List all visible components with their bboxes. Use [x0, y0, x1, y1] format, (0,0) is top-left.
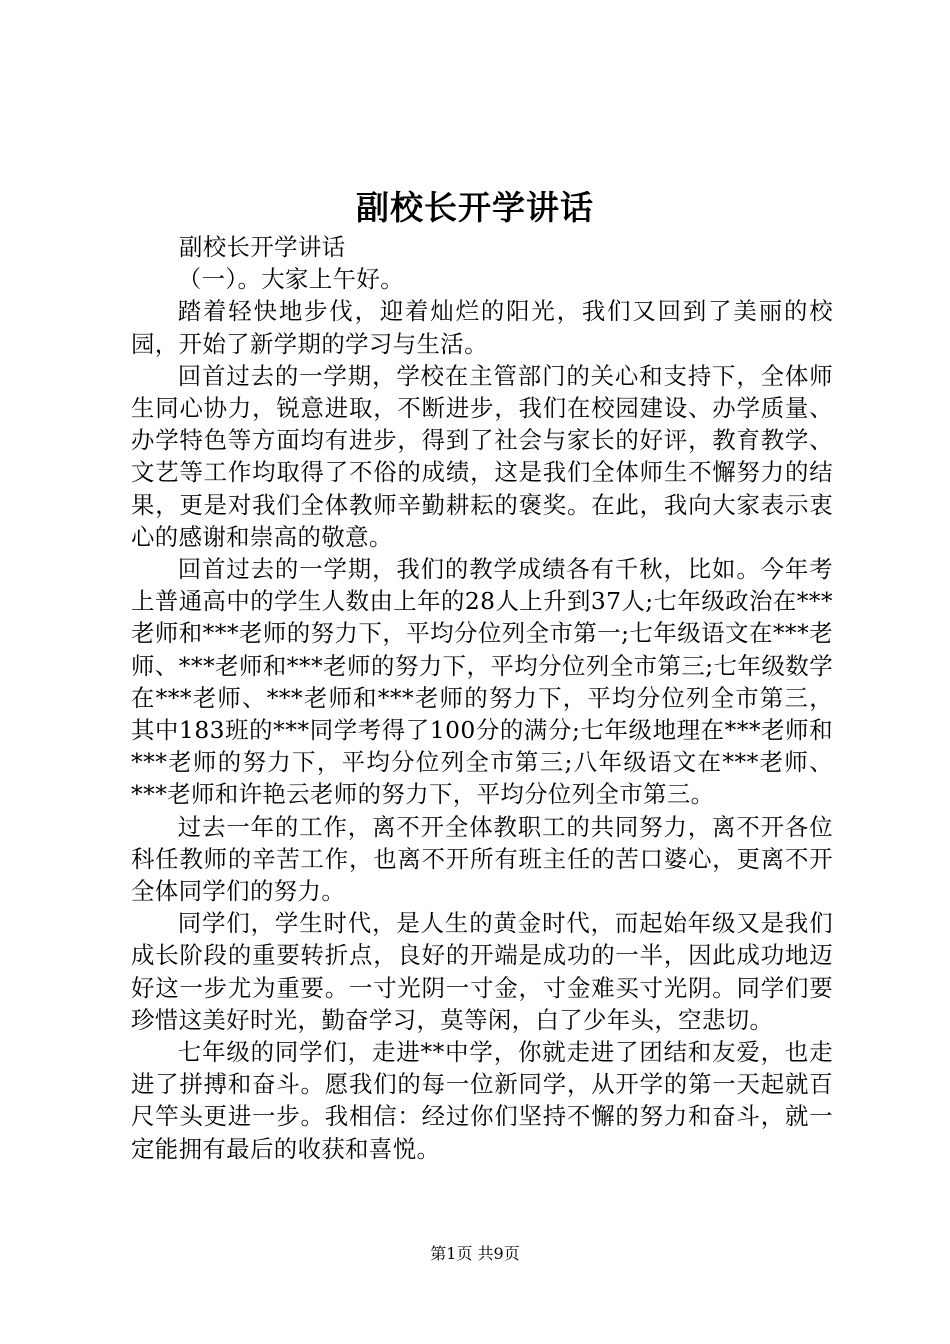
paragraph-encouragement: 同学们，学生时代，是人生的黄金时代，而起始年级又是我们成长阶段的重要转折点，良好的开端是成功的一半，因此成功地迈好这一步尤为重要。一寸光阴一寸金，寸金难买寸光阴。同学们要珍惜这美好时光，勤奋学习，莫等闲，白了少年头，空悲切。 — [131, 909, 833, 1034]
paragraph-heading: 副校长开学讲话 — [178, 233, 346, 261]
paragraph-greeting: （一）。大家上午好。 — [177, 265, 405, 294]
document-title: 副校长开学讲话 — [356, 188, 594, 227]
paragraph-opening: 踏着轻快地步伐，迎着灿烂的阳光，我们又回到了美丽的校园，开始了新学期的学习与生活。 — [131, 297, 833, 358]
paragraph-thanks: 过去一年的工作，离不开全体教职工的共同努力，离不开各位科任教师的辛苦工作，也离不开所有班主任的苦口婆心，更离不开全体同学们的努力。 — [131, 812, 833, 906]
paragraph-achievements: 回首过去的一学期，我们的教学成绩各有千秋，比如。今年考上普通高中的学生人数由上年的28人上升到37人;七年级政治在***老师和***老师的努力下，平均分位列全市第一;七年级语文在***老师、***老师和***老师的努力下，平均分位列全市第三;七年级数学在***老师、***老师和***老师的努力下，平均分位列全市第三，其中183班的***同学考得了100分的满分;七年级地理在***老师和***老师的努力下，平均分位列全市第三;八年级语文在***老师、***老师和许艳云老师的努力下，平均分位列全市第三。 — [131, 555, 833, 809]
page-number-footer: 第1页 共9页 — [430, 1244, 520, 1263]
paragraph-closing: 七年级的同学们，走进**中学，你就走进了团结和友爱，也走进了拼搏和奋斗。愿我们的每一位新同学，从开学的第一天起就百尺竿头更进一步。我相信：经过你们坚持不懈的努力和奋斗，就一定能拥有最后的收获和喜悦。 — [131, 1038, 833, 1163]
document-body — [131, 231, 833, 1165]
paragraph-review: 回首过去的一学期，学校在主管部门的关心和支持下，全体师生同心协力，锐意进取，不断进步，我们在校园建设、办学质量、办学特色等方面均有进步，得到了社会与家长的好评，教育教学、文艺等工作均取得了不俗的成绩，这是我们全体师生不懈努力的结果，更是对我们全体教师辛勤耕耘的褒奖。在此，我向大家表示衷心的感谢和崇高的敬意。 — [131, 361, 833, 551]
